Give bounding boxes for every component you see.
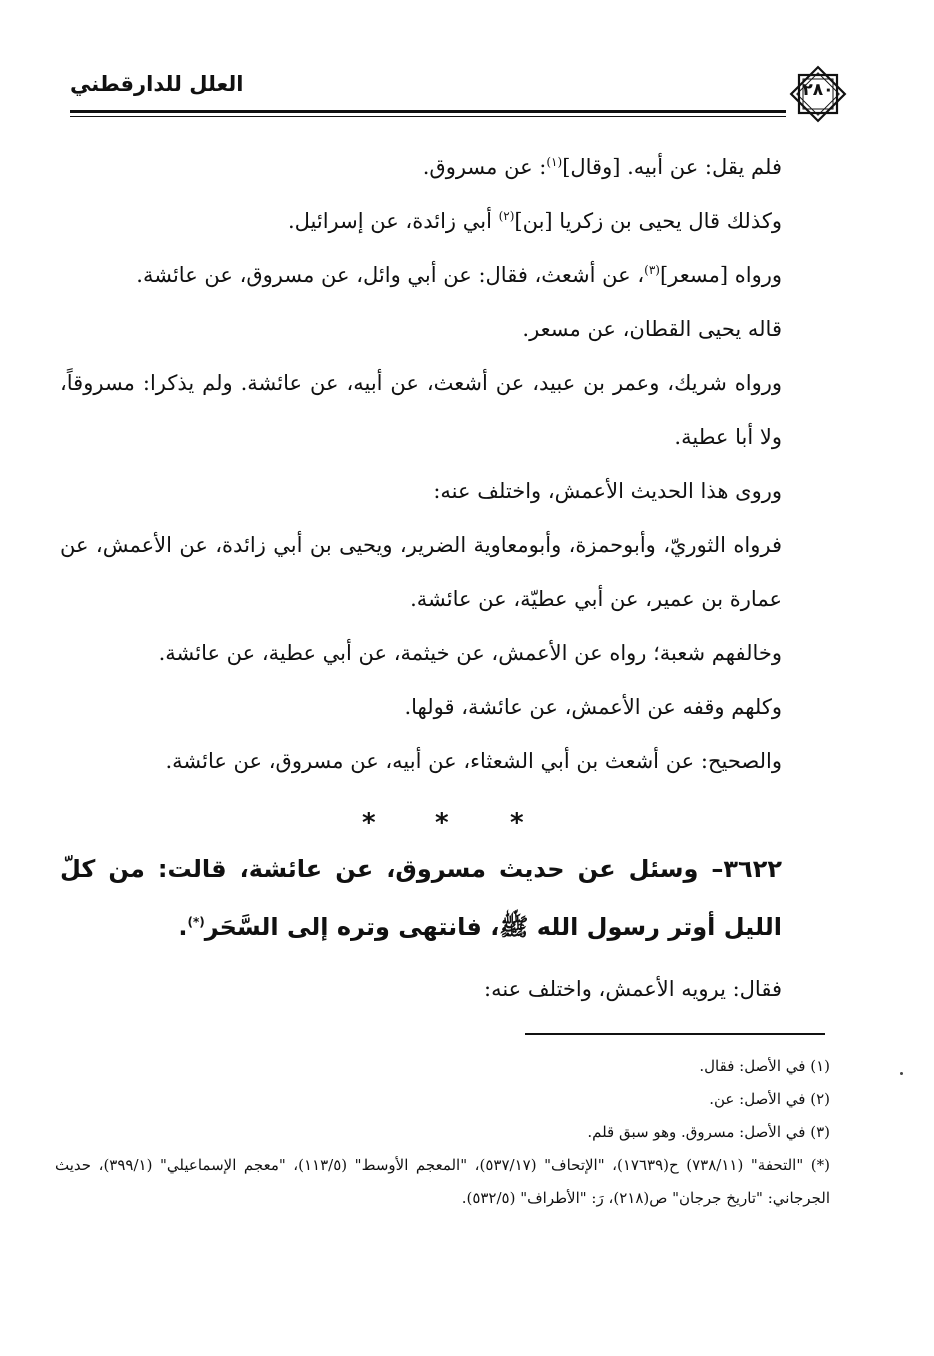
entry-heading: ٣٦٢٢– وسئل عن حديث مسروق، عن عائشة، قالت: من كلّ الليل أوتر رسول الله ﷺ، فانتهى وتره إلى السَّحَر(*). xyxy=(60,855,782,941)
paragraph-9: وكلهم وقفه عن الأعمش، عن عائشة، قولها. xyxy=(404,695,782,719)
footnote-ref-star: (*) xyxy=(187,915,205,929)
paragraph-7: فرواه الثوريّ، وأبوحمزة، وأبومعاوية الضرير، ويحيى بن أبي زائدة، عن الأعمش، عن عمارة بن عمير، عن أبي عطيّة، عن عائشة. xyxy=(60,533,782,611)
separator-star: * xyxy=(510,808,524,838)
page-number: ٢٨٠ xyxy=(802,80,834,100)
footnote-ref-3: (٣) xyxy=(644,263,660,277)
paragraph-2: وكذلك قال يحيى بن زكريا [بن]$^{(٢)}$ أبي زائدة، عن إسرائيل. xyxy=(287,209,782,233)
footnote-ref-2: (٢) xyxy=(498,209,515,223)
page-number-ornament xyxy=(786,62,850,126)
section-separator xyxy=(60,788,836,840)
paragraph-1: فلم يقل: عن أبيه. [وقال]$^{(١)}$: عن مسروق. xyxy=(422,155,782,179)
paragraph-3: ورواه [مسعر]$^{(٣)}$، عن أشعث، فقال: عن أبي وائل، عن مسروق، عن عائشة. xyxy=(136,263,782,287)
footnote-ref-1: (١) xyxy=(546,155,563,169)
paragraph-8: وخالفهم شعبة؛ رواه عن الأعمش، عن خيثمة، عن أبي عطية، عن عائشة. xyxy=(158,641,782,665)
scan-speck xyxy=(900,1072,903,1075)
entry-question: – وسئل عن حديث مسروق، عن عائشة، قالت: من كلّ الليل أوتر رسول الله ﷺ، فانتهى وتره إلى السَّحَر xyxy=(60,855,782,941)
running-title: العلل للدارقطني xyxy=(70,72,244,96)
paragraph-10: والصحيح: عن أشعث بن أبي الشعثاء، عن أبيه، عن مسروق، عن عائشة. xyxy=(165,749,782,773)
paragraph-5: ورواه شريك، وعمر بن عبيد، عن أشعث، عن أبيه، عن عائشة. ولم يذكرا: مسروقاً، ولا أبا عطية. xyxy=(60,371,782,449)
footnote-1: (١) في الأصل: فقال. xyxy=(699,1057,830,1075)
footnotes xyxy=(55,1050,830,1215)
header-rule-thin xyxy=(70,116,786,117)
footnote-rule xyxy=(525,1033,825,1035)
paragraph-11: فقال: يرويه الأعمش، واختلف عنه: xyxy=(484,977,782,1001)
entry-number: ٣٦٢٢ xyxy=(723,855,782,883)
separator-star: * xyxy=(435,808,449,838)
paragraph-6: وروى هذا الحديث الأعمش، واختلف عنه: xyxy=(433,479,782,503)
footnote-2: (٢) في الأصل: عن. xyxy=(709,1090,830,1108)
separator-star: * xyxy=(362,808,376,838)
paragraph-4: قاله يحيى القطان، عن مسعر. xyxy=(522,317,782,341)
footnote-3: (٣) في الأصل: مسروق. وهو سبق قلم. xyxy=(587,1123,830,1141)
page-header xyxy=(70,62,850,122)
footnote-star: (*) "التحفة" (٧٣٨/١١) ح(١٧٦٣٩)، "الإتحاف" (٥٣٧/١٧)، "المعجم الأوسط" (١١٣/٥)، "معجم الإسماعيلي" (٣٩٩/١)، حديث الجرجاني: "تاريخ جرجان" ص(٢١٨)، رَ: "الأطراف" (٥٣٢/٥). xyxy=(55,1156,831,1207)
header-rule-thick xyxy=(70,110,786,113)
main-text xyxy=(60,140,836,1016)
